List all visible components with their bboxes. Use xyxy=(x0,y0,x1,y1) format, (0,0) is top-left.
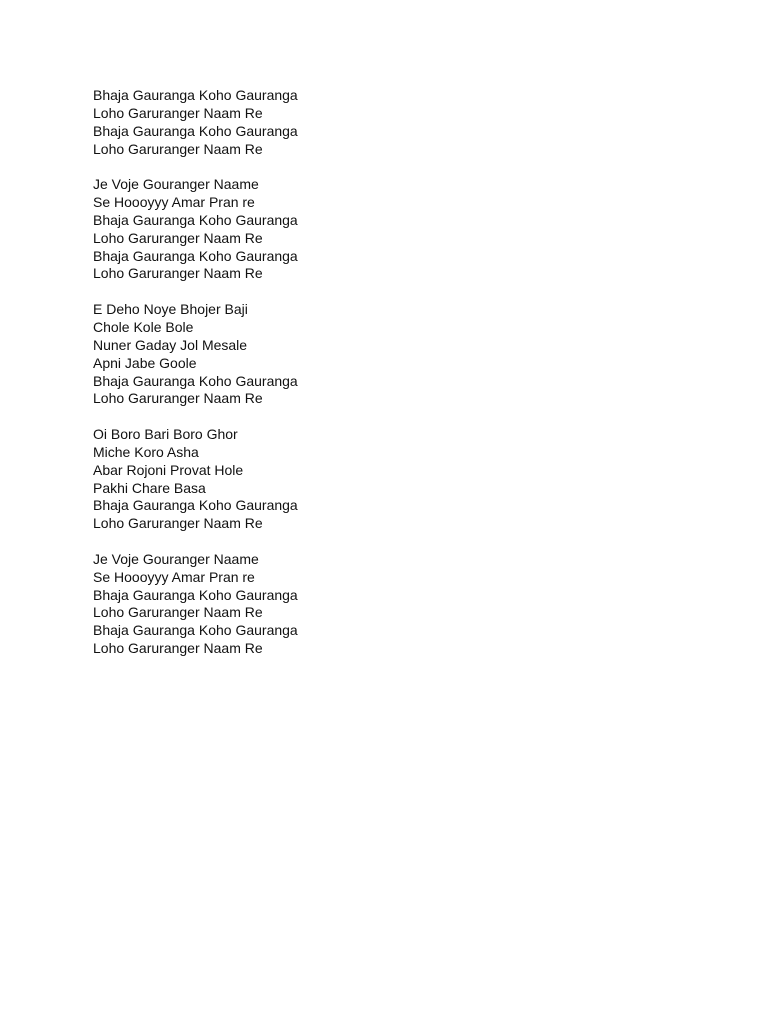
lyric-line: Se Hoooyyy Amar Pran re xyxy=(93,568,255,585)
lyric-line: Bhaja Gauranga Koho Gauranga xyxy=(93,586,298,603)
lyric-line: Abar Rojoni Provat Hole xyxy=(93,461,244,478)
lyric-line: Nuner Gaday Jol Mesale xyxy=(93,336,248,353)
stanza-3 xyxy=(93,301,693,408)
lyrics-body xyxy=(93,87,693,676)
lyric-line: Oi Boro Bari Boro Ghor xyxy=(93,426,238,443)
lyric-line: Loho Garuranger Naam Re xyxy=(93,390,263,407)
stanza-2 xyxy=(93,176,693,283)
lyric-line: Bhaja Gauranga Koho Gauranga xyxy=(93,372,298,389)
stanza-1 xyxy=(93,87,693,158)
lyric-line: Bhaja Gauranga Koho Gauranga xyxy=(93,497,298,514)
lyric-line: Pakhi Chare Basa xyxy=(93,479,206,496)
stanza-4 xyxy=(93,426,693,533)
lyric-line: Loho Garuranger Naam Re xyxy=(93,140,263,157)
lyric-line: Je Voje Gouranger Naame xyxy=(93,176,259,193)
lyric-line: Loho Garuranger Naam Re xyxy=(93,604,263,621)
lyric-line: Apni Jabe Goole xyxy=(93,354,197,371)
lyric-line: Chole Kole Bole xyxy=(93,318,194,335)
lyric-line: Miche Koro Asha xyxy=(93,443,199,460)
lyric-line: Je Voje Gouranger Naame xyxy=(93,550,259,567)
lyric-line: Bhaja Gauranga Koho Gauranga xyxy=(93,247,298,264)
lyric-line: E Deho Noye Bhojer Baji xyxy=(93,301,248,318)
lyric-line: Bhaja Gauranga Koho Gauranga xyxy=(93,122,298,139)
lyric-line: Loho Garuranger Naam Re xyxy=(93,265,263,282)
lyric-line: Bhaja Gauranga Koho Gauranga xyxy=(93,211,298,228)
stanza-5 xyxy=(93,551,693,658)
lyric-line: Loho Garuranger Naam Re xyxy=(93,515,263,532)
lyric-line: Loho Garuranger Naam Re xyxy=(93,229,263,246)
lyric-line: Bhaja Gauranga Koho Gauranga xyxy=(93,622,298,639)
lyric-line: Se Hoooyyy Amar Pran re xyxy=(93,194,255,211)
lyric-line: Bhaja Gauranga Koho Gauranga xyxy=(93,87,298,103)
lyric-line: Loho Garuranger Naam Re xyxy=(93,640,263,657)
lyric-line: Loho Garuranger Naam Re xyxy=(93,104,263,121)
